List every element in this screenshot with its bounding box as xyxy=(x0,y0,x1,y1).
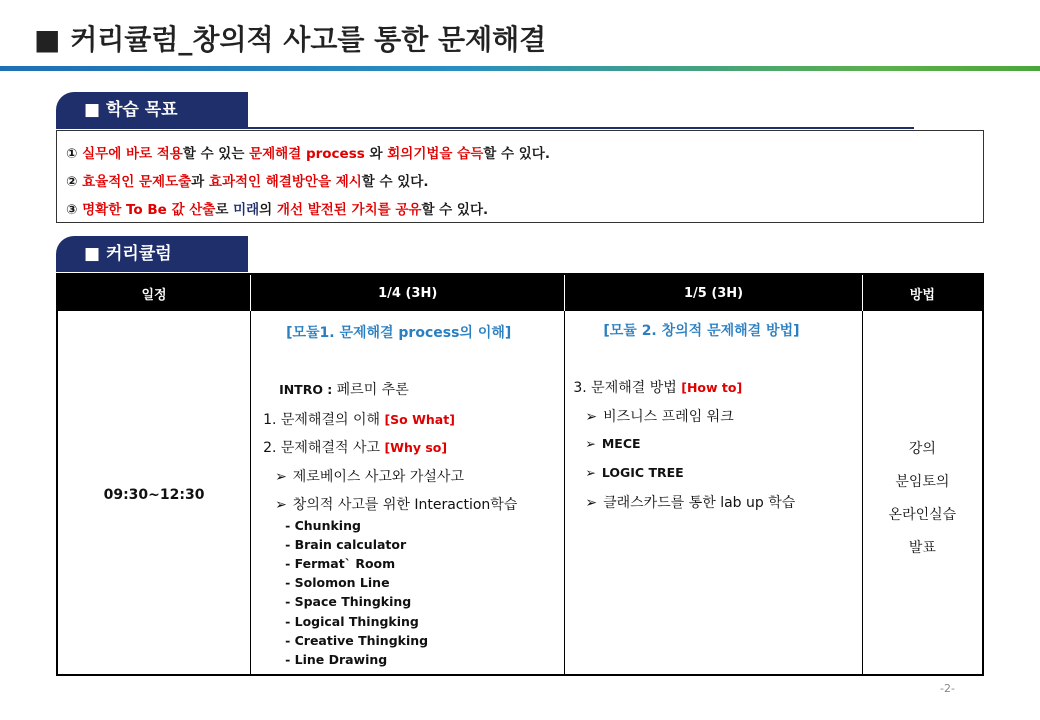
col-header-day1: 1/4 (3H) xyxy=(251,274,565,311)
goals-section-tab: ■ 학습 목표 xyxy=(56,92,248,128)
day1-subitem: - Chunking xyxy=(285,518,361,533)
method-cell xyxy=(862,311,983,675)
curriculum-table xyxy=(56,273,984,676)
method-item: 온라인실습 xyxy=(888,507,957,523)
method-item: 발표 xyxy=(908,540,936,556)
arrow-bullet-icon: ➢ xyxy=(275,469,287,485)
goal-segment: 할 수 있다. xyxy=(421,202,489,218)
arrow-bullet-icon: ➢ xyxy=(275,497,287,513)
goal-segment: ① xyxy=(66,146,83,162)
arrow-bullet-icon: ➢ xyxy=(585,409,598,425)
day2-bullet: ➢ LOGIC TREE xyxy=(585,465,684,480)
day1-subitem: - Space Thingking xyxy=(285,594,412,609)
goal-segment: 할 수 있다. xyxy=(483,146,550,162)
day1-item-1: 1. 문제해결의 이해 [So What] xyxy=(263,412,455,428)
goal-segment: 와 xyxy=(364,146,388,162)
goal-segment: ② xyxy=(66,174,83,190)
day1-module-title: [모듈1. 문제해결 process의 이해] xyxy=(286,325,512,341)
goals-tab-underline xyxy=(56,127,914,129)
goal-segment: 할 수 있는 xyxy=(182,146,250,162)
goal-segment: 회의기법을 습득 xyxy=(387,146,484,162)
goal-segment: 의 xyxy=(259,202,277,218)
goal-segment: 과 xyxy=(191,174,209,190)
goal-segment: 효율적인 문제도출 xyxy=(82,174,192,190)
arrow-bullet-icon: ➢ xyxy=(585,495,598,511)
day2-item-3: 3. 문제해결 방법 [How to] xyxy=(573,380,743,396)
day1-bullet-1: ➢ 제로베이스 사고와 가설사고 xyxy=(275,469,464,485)
page-number: -2- xyxy=(940,682,955,695)
col-header-schedule: 일정 xyxy=(57,274,251,311)
schedule-time: 09:30~12:30 xyxy=(103,487,205,503)
arrow-bullet-icon: ➢ xyxy=(585,436,596,451)
table-header-row xyxy=(57,274,983,311)
title-underline xyxy=(0,66,1040,71)
day1-intro: INTRO : 페르미 추론 xyxy=(279,382,409,398)
curriculum-section-tab: ■ 커리큘럼 xyxy=(56,236,248,272)
goal-segment: 할 수 있다. xyxy=(361,174,429,190)
day2-module-title: [모듈 2. 창의적 문제해결 방법] xyxy=(603,323,800,339)
day1-subitem: - Logical Thingking xyxy=(285,614,419,629)
day1-subitem: - Solomon Line xyxy=(285,575,390,590)
goal-3 xyxy=(66,198,488,218)
day2-bullet: ➢ MECE xyxy=(585,436,641,451)
goal-1 xyxy=(66,142,550,162)
learning-goals-box xyxy=(56,130,984,223)
goal-segment: ③ xyxy=(66,202,83,218)
day1-bullet-2: ➢ 창의적 사고를 위한 Interaction학습 xyxy=(275,497,518,513)
method-item: 강의 xyxy=(908,441,936,457)
page-title: ■ 커리큘럼_창의적 사고를 통한 문제해결 xyxy=(34,23,547,56)
day1-subitem: - Brain calculator xyxy=(285,537,407,552)
col-header-method: 방법 xyxy=(862,274,983,311)
schedule-cell xyxy=(57,311,251,675)
day1-subitem: - Creative Thingking xyxy=(285,633,429,648)
day2-bullet: ➢ 클래스카드를 통한 lab up 학습 xyxy=(585,495,796,511)
day1-item-2: 2. 문제해결적 사고 [Why so] xyxy=(263,440,448,456)
col-header-day2: 1/5 (3H) xyxy=(565,274,862,311)
goal-segment: 효과적인 해결방안을 제시 xyxy=(208,174,362,190)
goal-segment: 문제해결 process xyxy=(249,146,365,162)
day1-cell xyxy=(251,311,565,675)
table-row xyxy=(57,311,983,675)
method-item: 분임토의 xyxy=(895,474,950,490)
goal-segment: 명확한 To Be 값 산출 xyxy=(82,202,216,218)
goal-segment: 실무에 바로 적용 xyxy=(82,146,183,162)
day1-subitem: - Fermat` Room xyxy=(285,556,396,571)
day2-bullet: ➢ 비즈니스 프레임 워크 xyxy=(585,409,734,425)
day1-subitem: - Line Drawing xyxy=(285,652,388,667)
goal-segment: 로 xyxy=(215,202,234,218)
goal-segment: 미래 xyxy=(233,202,260,218)
day2-cell xyxy=(565,311,862,675)
goal-2 xyxy=(66,170,428,190)
goal-segment: 개선 발전된 가치를 공유 xyxy=(276,202,422,218)
arrow-bullet-icon: ➢ xyxy=(585,465,596,480)
